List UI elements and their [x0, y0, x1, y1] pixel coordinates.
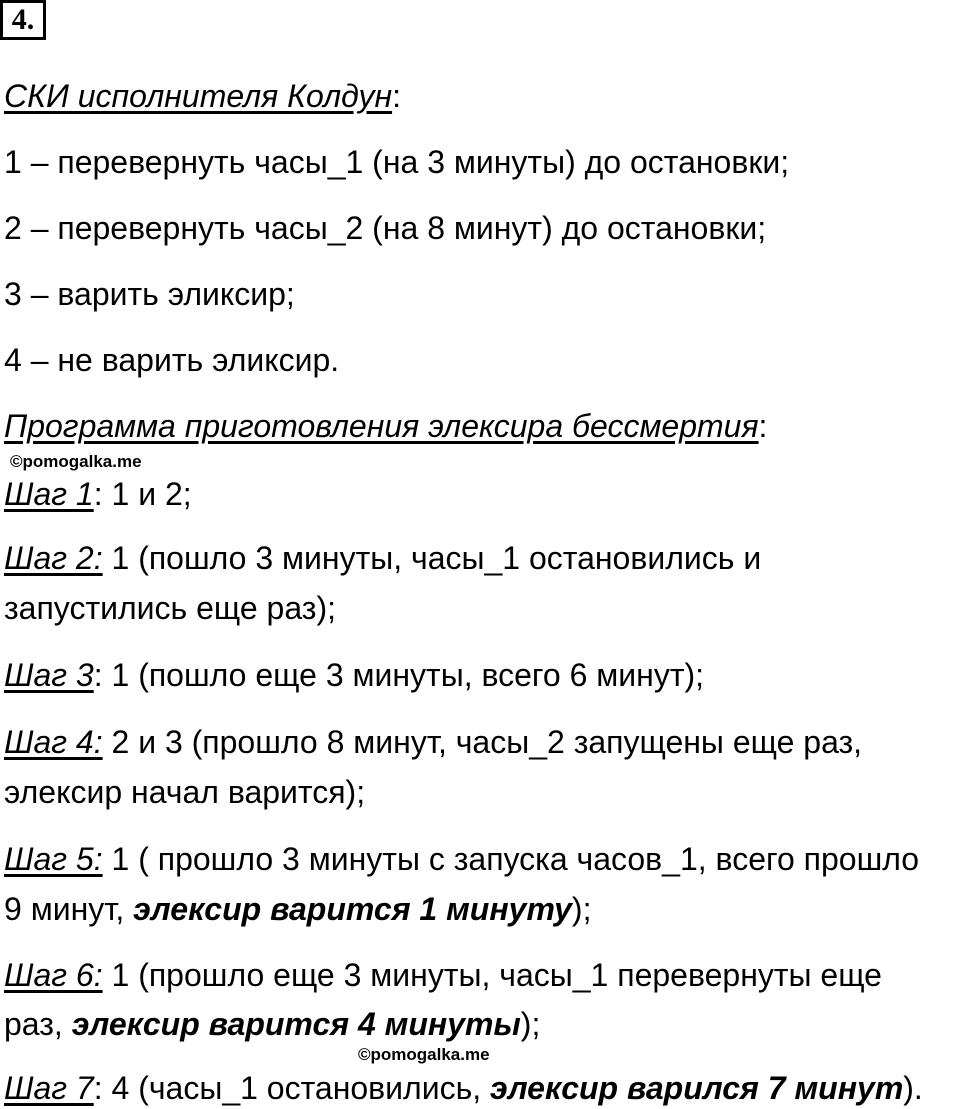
- step-2-continuation: запустились еще раз);: [4, 590, 336, 626]
- step-6-cont-end: );: [520, 1006, 541, 1042]
- step-5: [4, 839, 919, 879]
- step-2-sep: [103, 540, 112, 576]
- step-7-end: ).: [903, 1070, 923, 1106]
- task-number-box: 4.: [0, 0, 46, 40]
- step-2-text: 1 (пошло 3 минуты, часы_1 остановились и: [111, 540, 762, 576]
- step-7-label: Шаг 7: [4, 1070, 94, 1106]
- step-6-emphasis: элексир варится 4 минуты: [71, 1006, 521, 1042]
- program-heading: Программа приготовления элексира бессмертия: [4, 408, 759, 444]
- step-4-label: Шаг 4:: [4, 724, 103, 760]
- ski-heading: СКИ исполнителя Колдун: [4, 78, 393, 114]
- step-1: [4, 474, 192, 514]
- step-6-text: 1 (прошло еще 3 минуты, часы_1 перевернуты еще: [111, 957, 882, 993]
- step-5-sep: [103, 841, 112, 877]
- step-3-sep: :: [93, 657, 112, 693]
- step-4-text: 2 и 3 (прошло 8 минут, часы_2 запущены еще раз,: [111, 724, 863, 760]
- step-7-emphasis: элексир варился 7 минут: [490, 1070, 904, 1106]
- program-heading-line: [4, 406, 767, 446]
- step-6-cont-text: раз,: [4, 1006, 72, 1042]
- step-3-text: 1 (пошло еще 3 минуты, всего 6 минут);: [111, 657, 705, 693]
- ski-heading-line: [4, 76, 401, 116]
- step-2-label: Шаг 2:: [4, 540, 103, 576]
- step-5-cont-text: 9 минут,: [4, 891, 134, 927]
- ski-heading-colon: :: [392, 78, 401, 114]
- step-3: [4, 655, 704, 695]
- step-2: [4, 538, 761, 578]
- command-1: 1 – перевернуть часы_1 (на 3 минуты) до остановки;: [4, 144, 790, 180]
- step-5-text: 1 ( прошло 3 минуты с запуска часов_1, всего прошло: [111, 841, 920, 877]
- command-4: 4 – не варить эликсир.: [4, 342, 340, 378]
- watermark-bottom: ©pomogalka.me: [358, 1045, 490, 1064]
- step-4: [4, 722, 862, 762]
- step-3-label: Шаг 3: [4, 657, 94, 693]
- command-3: 3 – варить эликсир;: [4, 276, 295, 312]
- step-7: [4, 1068, 923, 1108]
- step-5-label: Шаг 5:: [4, 841, 103, 877]
- step-4-continuation: элексир начал варится);: [4, 774, 366, 810]
- step-7-text: 4 (часы_1 остановились,: [111, 1070, 491, 1106]
- step-5-continuation: [4, 889, 591, 929]
- step-6: [4, 955, 882, 995]
- step-4-sep: [103, 724, 112, 760]
- step-5-emphasis: элексир варится 1 минуту: [133, 891, 572, 927]
- step-6-sep: [103, 957, 112, 993]
- step-1-sep: :: [93, 476, 112, 512]
- watermark-top: ©pomogalka.me: [10, 452, 142, 471]
- step-7-sep: :: [93, 1070, 112, 1106]
- step-6-continuation: [4, 1004, 540, 1044]
- program-heading-colon: :: [758, 408, 768, 444]
- step-1-label: Шаг 1: [4, 476, 94, 512]
- command-2: 2 – перевернуть часы_2 (на 8 минут) до остановки;: [4, 210, 767, 246]
- step-5-cont-end: );: [571, 891, 592, 927]
- step-6-label: Шаг 6:: [4, 957, 103, 993]
- step-1-text: 1 и 2;: [111, 476, 192, 512]
